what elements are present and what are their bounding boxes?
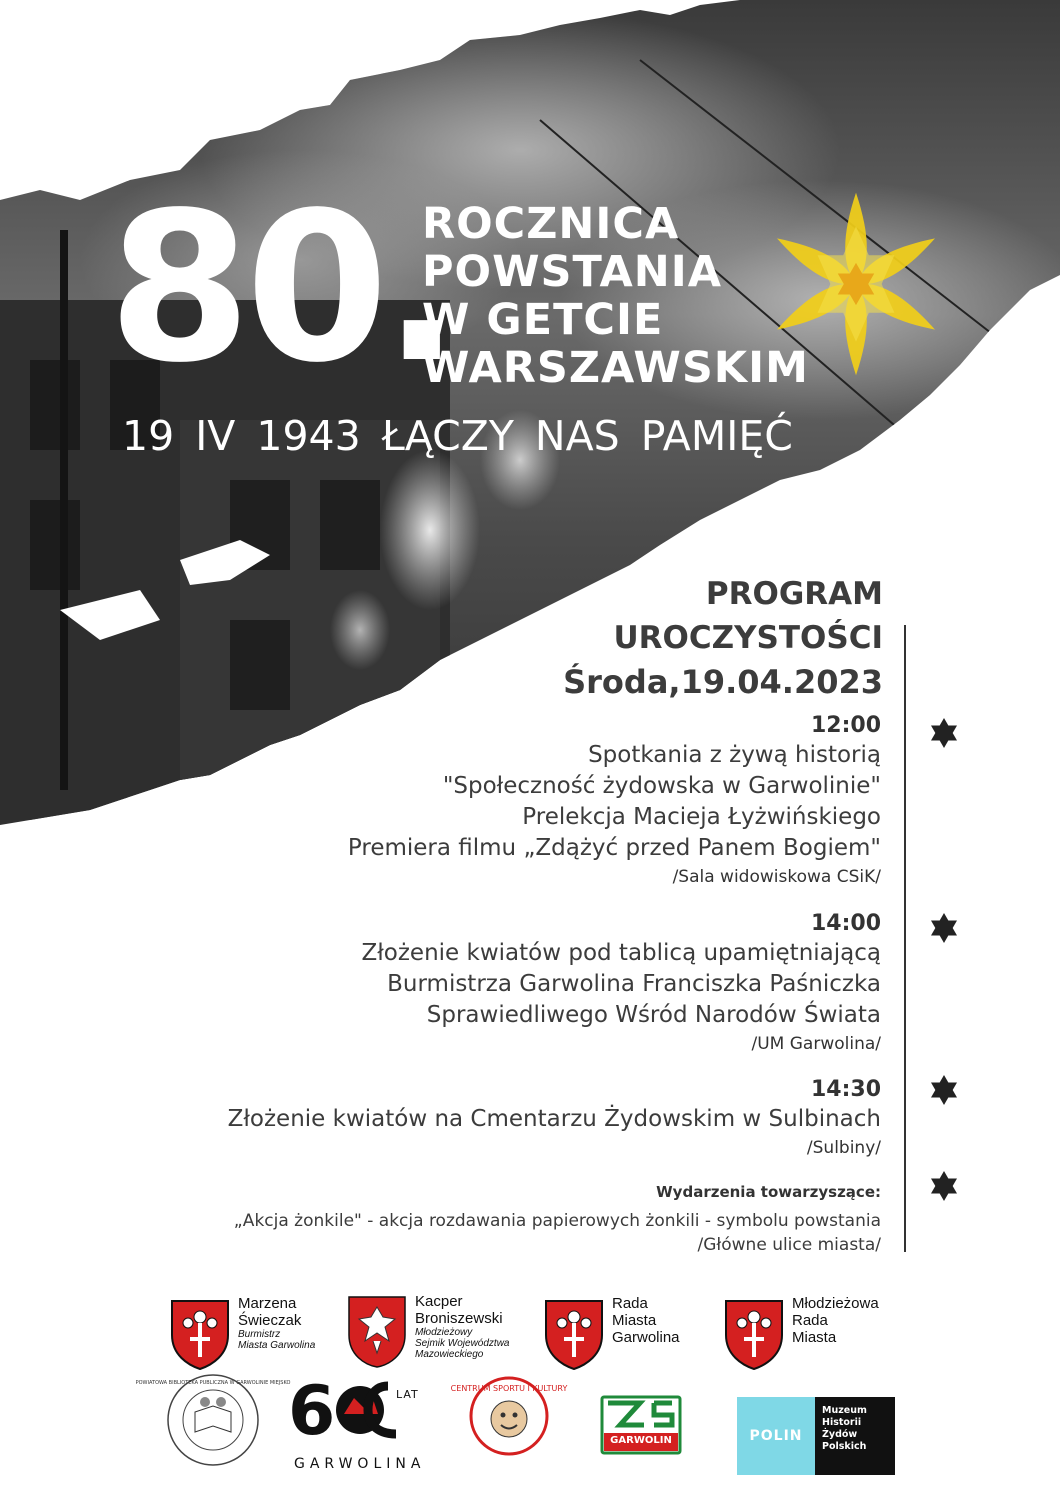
star-of-david-icon (928, 1074, 960, 1106)
polin-text-line: Historii (822, 1417, 862, 1428)
program-subtitle: UROCZYSTOŚCI (613, 620, 883, 656)
program-title: PROGRAM (705, 576, 883, 612)
event-location: /UM Garwolina/ (751, 1034, 881, 1054)
svg-text:6: 6 (288, 1372, 336, 1451)
event-line: Burmistrza Garwolina Franciszka Paśniczka (387, 971, 881, 997)
sponsor-role: Burmistrz (238, 1329, 281, 1340)
zs-garwolin-logo (600, 1395, 682, 1455)
garwolin-crest-icon (722, 1295, 786, 1371)
sponsor-role: Sejmik Województwa (415, 1338, 510, 1349)
garwolin-crest-icon (168, 1295, 232, 1371)
side-events-title: Wydarzenia towarzyszące: (656, 1183, 881, 1201)
side-events (234, 1181, 881, 1257)
sponsor-name: Miasta (792, 1329, 837, 1346)
star-of-david-icon (928, 717, 960, 749)
star-of-david-icon (928, 1170, 960, 1202)
polin-museum-logo (737, 1397, 895, 1475)
zs-mark-icon (600, 1395, 682, 1455)
event-2 (362, 910, 882, 1057)
library-text: POWIATOWA BIBLIOTEKA PUBLICZNA W GARWOLINIE MIEJSKO (135, 1380, 291, 1386)
event-line: Złożenie kwiatów pod tablicą upamiętniającą (361, 940, 881, 966)
daffodil-icon (760, 188, 952, 380)
sponsor-mayor (168, 1295, 315, 1371)
sponsor-name: Młodzieżowa (792, 1295, 879, 1312)
polin-text-line: Polskich (822, 1441, 867, 1452)
sponsor-name: Miasta (612, 1312, 657, 1329)
sponsor-youth-sejmik (345, 1293, 509, 1369)
event-time: 14:30 (810, 1077, 881, 1102)
sponsor-role: Młodzieżowy (415, 1327, 473, 1338)
event-line: Prelekcja Macieja Łyżwińskiego (522, 804, 881, 830)
headline-line-2: POWSTANIA (422, 247, 723, 297)
sponsor-name: Świeczak (238, 1312, 302, 1329)
sixty-years-mark-icon (288, 1368, 428, 1451)
anniversary-number: 80. (108, 168, 455, 408)
uprising-date: 19 IV 1943 (122, 412, 361, 460)
sponsor-role: Mazowieckiego (415, 1349, 484, 1360)
sponsor-name: Kacper (415, 1293, 463, 1310)
tagline (122, 412, 793, 460)
garwolin-crest-icon (542, 1295, 606, 1371)
event-time: 12:00 (810, 713, 881, 738)
event-line: Premiera filmu „Zdążyć przed Panem Bogiem" (347, 835, 881, 861)
program-heading (563, 572, 883, 704)
side-events-location: /Główne ulice miasta/ (697, 1235, 881, 1255)
sponsor-role: Miasta Garwolina (238, 1340, 316, 1351)
star-of-david-icon (928, 912, 960, 944)
sponsor-name: Rada (792, 1312, 828, 1329)
sponsor-name: Broniszewski (415, 1310, 503, 1327)
sixty-city-label: GARWOLINA (294, 1456, 426, 1472)
polin-text-line: Muzeum (822, 1405, 867, 1416)
csik-centrum-logo (450, 1375, 568, 1457)
centrum-text: CENTRUM SPORTU I KULTURY (450, 1384, 568, 1393)
zs-city-label: GARWOLIN (610, 1435, 672, 1446)
event-line: Spotkania z żywą historią (588, 742, 881, 768)
headline-line-1: ROCZNICA (422, 199, 680, 249)
sponsor-name: Garwolina (612, 1329, 680, 1346)
event-time: 14:00 (810, 911, 881, 936)
library-logo (135, 1372, 291, 1468)
sixty-lat-label: LAT (396, 1388, 419, 1401)
sponsor-name: Rada (612, 1295, 648, 1312)
mazovia-eagle-crest-icon (345, 1293, 409, 1369)
headline (422, 200, 809, 392)
headline-line-4: WARSZAWSKIM (422, 343, 809, 393)
event-line: Złożenie kwiatów na Cmentarzu Żydowskim w Sulbinach (227, 1106, 881, 1132)
event-location: /Sulbiny/ (806, 1138, 881, 1158)
sponsor-name: Marzena (238, 1295, 297, 1312)
timeline-divider (904, 625, 906, 1252)
event-1 (348, 712, 881, 890)
motto: ŁĄCZY NAS PAMIĘĆ (381, 412, 793, 460)
polin-text-line: Żydów (822, 1429, 858, 1440)
event-3 (228, 1076, 881, 1161)
polin-text-block (815, 1397, 895, 1475)
sponsor-city-council (542, 1295, 680, 1371)
program-date: Środa,19.04.2023 (563, 663, 883, 701)
headline-line-3: W GETCIE (422, 295, 664, 345)
event-location: /Sala widowiskowa CSiK/ (672, 867, 881, 887)
event-line: Sprawiedliwego Wśród Narodów Świata (426, 1002, 881, 1028)
polin-brand: POLIN (737, 1397, 815, 1475)
side-events-line: „Akcja żonkile" - akcja rozdawania papierowych żonkili - symbolu powstania (233, 1211, 881, 1231)
sixty-years-garwolin-logo (288, 1368, 428, 1478)
sponsor-youth-council (722, 1295, 879, 1371)
event-line: "Społeczność żydowska w Garwolinie" (442, 773, 881, 799)
